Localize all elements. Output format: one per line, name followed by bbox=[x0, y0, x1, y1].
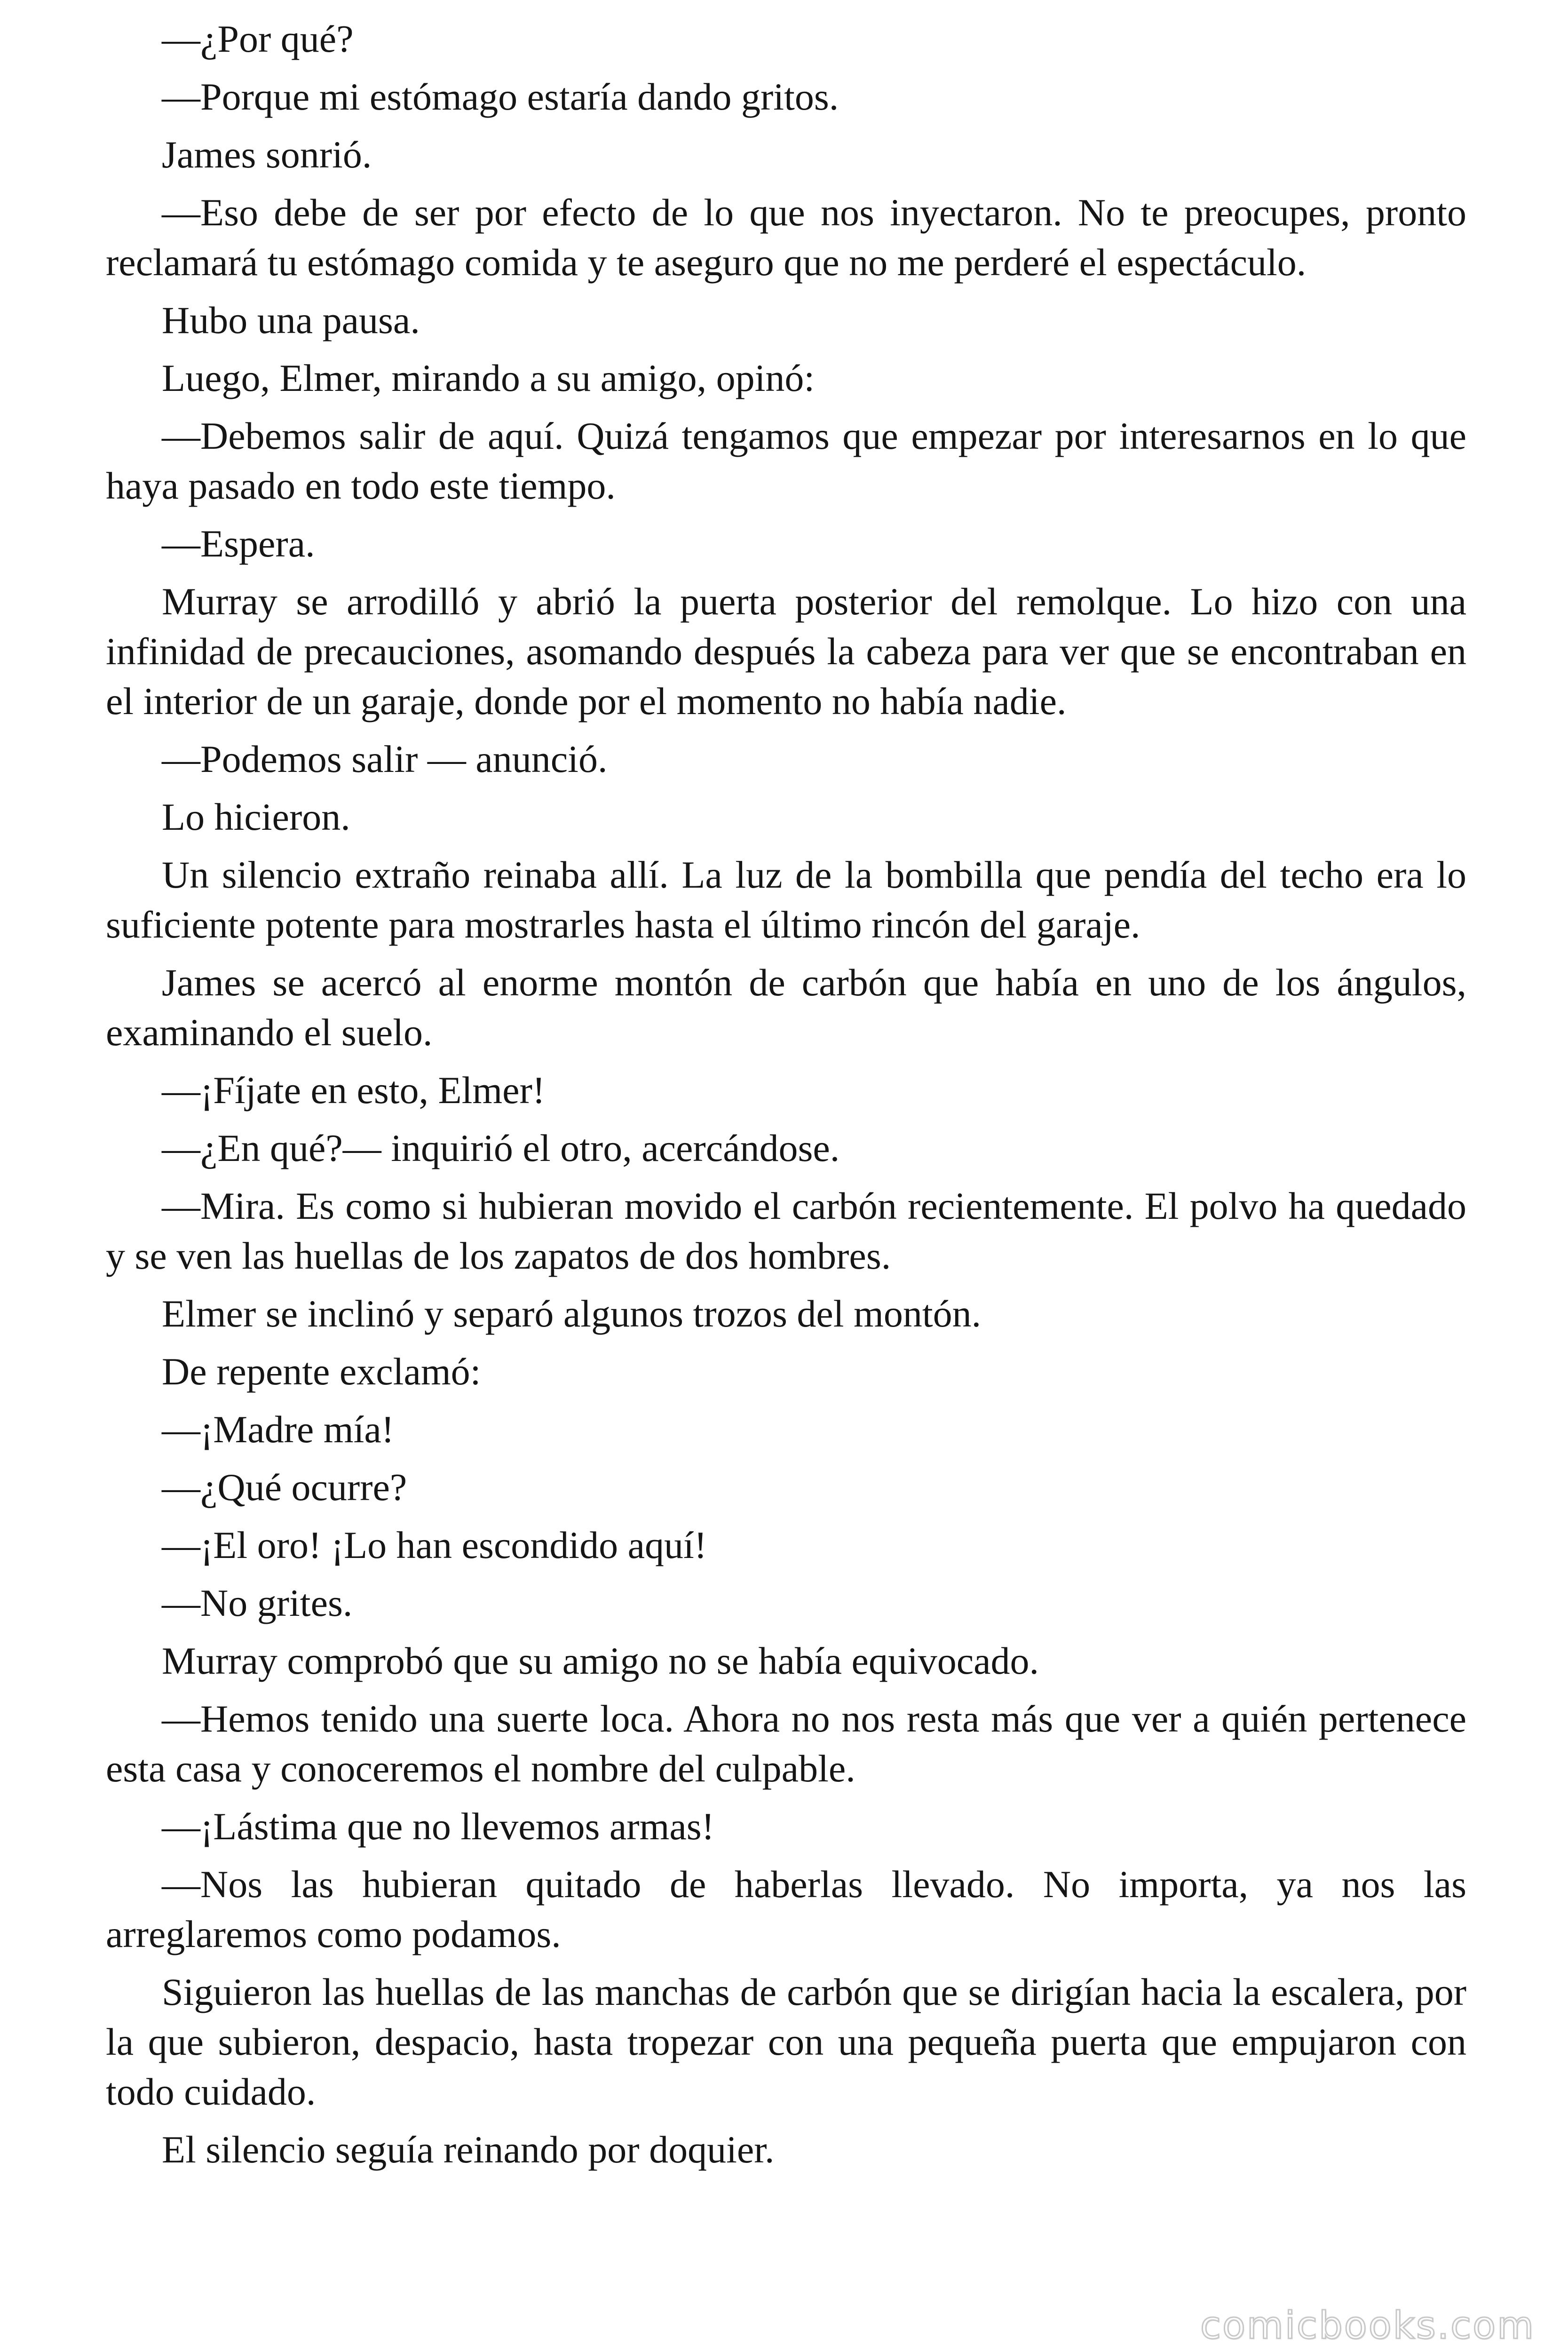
paragraph: —¡Madre mía! bbox=[162, 1408, 395, 1451]
paragraph: —¿Qué ocurre? bbox=[162, 1466, 407, 1509]
paragraph: —Porque mi estómago estaría dando gritos. bbox=[162, 75, 839, 118]
paragraph: —¡El oro! ¡Lo han escondido aquí! bbox=[162, 1524, 707, 1566]
paragraph: Elmer se inclinó y separó algunos trozos del montón. bbox=[162, 1292, 982, 1335]
paragraph: —No grites. bbox=[162, 1581, 353, 1624]
watermark: comicbooks.com bbox=[1200, 2304, 1535, 2347]
paragraph: —Eso debe de ser por efecto de lo que nos inyectaron. No te preocupes, pronto reclamará tu estómago comida y te aseguro que no me perderé el espectáculo. bbox=[106, 191, 1466, 284]
paragraph: El silencio seguía reinando por doquier. bbox=[162, 2128, 775, 2171]
paragraph: —Mira. Es como si hubieran movido el carbón recientemente. El polvo ha quedado y se ven las huellas de los zapatos de dos hombres. bbox=[106, 1184, 1466, 1277]
paragraph: —¡Fíjate en esto, Elmer! bbox=[162, 1069, 546, 1112]
paragraph: —Debemos salir de aquí. Quizá tengamos que empezar por interesarnos en lo que haya pasado en todo este tiempo. bbox=[106, 414, 1466, 507]
paragraph: —¿En qué?— inquirió el otro, acercándose. bbox=[162, 1127, 840, 1169]
paragraph: De repente exclamó: bbox=[162, 1350, 481, 1393]
paragraph: —Espera. bbox=[162, 522, 315, 565]
paragraph: Siguieron las huellas de las manchas de carbón que se dirigían hacia la escalera, por la que subieron, despacio, hasta tropezar con una pequeña puerta que empujaron con todo cuidado. bbox=[106, 1971, 1466, 2113]
book-page bbox=[106, 14, 1466, 2183]
paragraph: Hubo una pausa. bbox=[162, 299, 420, 342]
paragraph: Murray se arrodilló y abrió la puerta posterior del remolque. Lo hizo con una infinidad de precauciones, asomando después la cabeza para ver que se encontraban en el interior de un garaje, donde por el momento no había nadie. bbox=[106, 580, 1466, 723]
paragraph: James se acercó al enorme montón de carbón que había en uno de los ángulos, examinando el suelo. bbox=[106, 961, 1466, 1054]
paragraph: Luego, Elmer, mirando a su amigo, opinó: bbox=[162, 357, 815, 399]
paragraph: —Podemos salir — anunció. bbox=[162, 738, 608, 780]
paragraph: Un silencio extraño reinaba allí. La luz de la bombilla que pendía del techo era lo suficiente potente para mostrarles hasta el último rincón del garaje. bbox=[106, 853, 1466, 946]
paragraph: —¡Lástima que no llevemos armas! bbox=[162, 1805, 714, 1848]
paragraph: Murray comprobó que su amigo no se había equivocado. bbox=[162, 1639, 1039, 1682]
paragraph: James sonrió. bbox=[162, 133, 372, 176]
paragraph: Lo hicieron. bbox=[162, 795, 350, 838]
paragraph: —Nos las hubieran quitado de haberlas llevado. No importa, ya nos las arreglaremos como podamos. bbox=[106, 1863, 1466, 1955]
paragraph: —¿Por qué? bbox=[162, 17, 354, 60]
paragraph: —Hemos tenido una suerte loca. Ahora no nos resta más que ver a quién pertenece esta casa y conoceremos el nombre del culpable. bbox=[106, 1697, 1466, 1790]
